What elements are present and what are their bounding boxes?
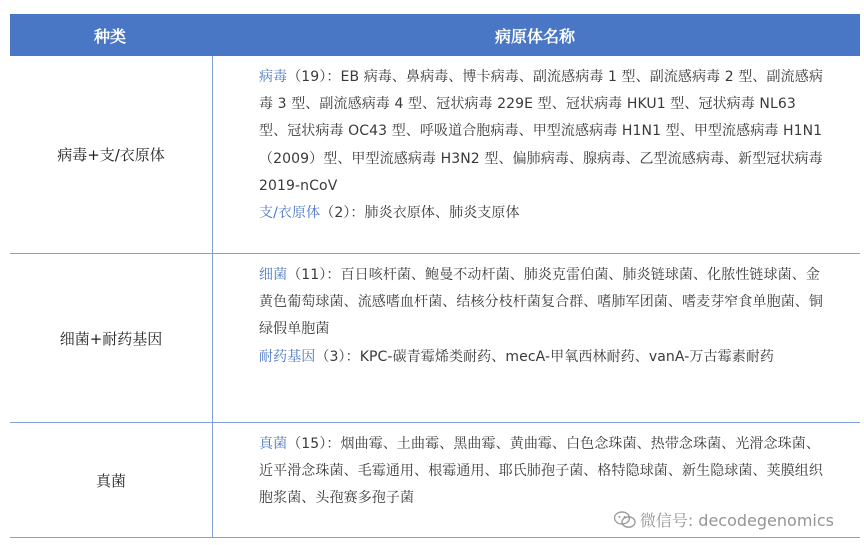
group-label: 支/衣原体 <box>259 205 321 222</box>
group-label: 耐药基因 <box>259 348 316 365</box>
group-label: 真菌 <box>259 436 288 452</box>
table-row <box>10 254 860 423</box>
header-category: 种类 <box>93 26 126 46</box>
category-cell: 真菌 <box>10 423 213 537</box>
pathogen-cell <box>213 56 860 253</box>
wechat-icon <box>614 511 636 529</box>
pathogen-table <box>10 14 860 538</box>
watermark-text: 微信号: decodegenomics <box>639 511 834 530</box>
category-cell: 细菌+耐药基因 <box>10 254 213 422</box>
header-pathogen-name: 病原体名称 <box>494 26 575 46</box>
table-row <box>10 56 860 254</box>
group-text: （2）：肺炎衣原体、肺炎支原体 <box>320 205 520 222</box>
pathogen-cell <box>213 254 860 422</box>
pathogen-group <box>259 64 824 200</box>
pathogen-group <box>259 262 824 344</box>
group-text: （3）：KPC-碳青霉烯类耐药、mecA-甲氧西林耐药、vanA-万古霉素耐药 <box>315 348 774 365</box>
group-text: （11）：百日咳杆菌、鲍曼不动杆菌、肺炎克雷伯菌、肺炎链球菌、化脓性链球菌、金黄色葡萄球菌、流感嗜血杆菌、结核分枝杆菌复合群、嗜肺军团菌、嗜麦芽窄食单胞菌、铜绿假单胞菌 <box>259 267 823 338</box>
pathogen-group <box>259 200 824 227</box>
pathogen-group <box>259 431 824 513</box>
watermark <box>614 508 834 531</box>
group-text: （19）：EB 病毒、鼻病毒、博卡病毒、副流感病毒 1 型、副流感病毒 2 型、副流感病毒 3 型、副流感病毒 4 型、冠状病毒 229E 型、冠状病毒 HKU1 型、冠状病毒 NL63 型、冠状病毒 OC43 型、呼吸道合胞病毒、甲型流感病毒 H1N1 型、甲型流感病毒 H1N1（2009）型、甲型流感病毒 H3N2 型、偏肺病毒、腺病毒、乙型流感病毒、新型冠状病毒 2019-nCoV <box>259 69 823 194</box>
group-label: 细菌 <box>259 267 288 283</box>
pathogen-group <box>259 344 824 371</box>
table-header <box>10 14 860 56</box>
group-label: 病毒 <box>259 69 288 85</box>
group-text: （15）：烟曲霉、土曲霉、黑曲霉、黄曲霉、白色念珠菌、热带念珠菌、光滑念珠菌、近平滑念珠菌、毛霉通用、根霉通用、耶氏肺孢子菌、格特隐球菌、新生隐球菌、荚膜组织胞浆菌、头孢赛多孢子菌 <box>259 436 823 507</box>
category-cell: 病毒+支/衣原体 <box>10 56 213 253</box>
